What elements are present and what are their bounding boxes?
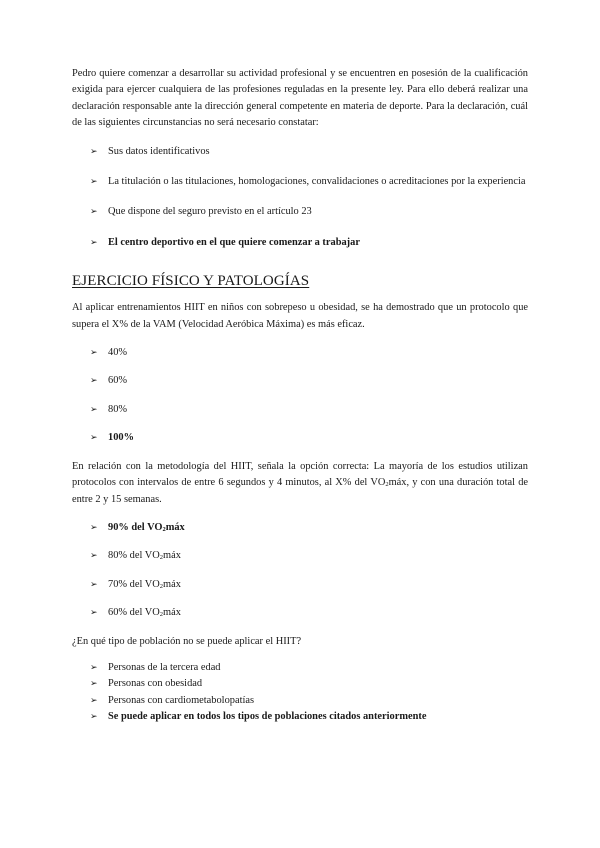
- q3-options: [72, 520, 528, 622]
- arrow-bullet-icon: ➢: [90, 608, 98, 619]
- arrow-bullet-icon: ➢: [90, 579, 98, 590]
- arrow-bullet-icon: ➢: [90, 712, 98, 723]
- correct-answer: ➢ 90% del $VO_2máx$: [72, 520, 528, 536]
- q3-stem: En relación con la metodología del HIIT, señala la opción correcta: La mayoría de los estudios utilizan protocolos con intervalos de entre 6 segundos y 4 minutos, al X% del $VO_2máx$, y con una duración total de entre 2 y 15 semanas.: [72, 460, 528, 505]
- list-item: ➢ Personas con cardiometabolopatías: [72, 693, 528, 709]
- arrow-bullet-icon: ➢: [90, 433, 98, 444]
- q4-options: [72, 660, 528, 726]
- list-item: ➢ 80%: [72, 402, 528, 418]
- list-item: ➢ 60% del $VO_2máx$: [72, 605, 528, 621]
- list-item: ➢ 70% del $VO_2máx$: [72, 577, 528, 593]
- section-title: EJERCICIO FÍSICO Y PATOLOGÍAS: [72, 273, 310, 290]
- list-item: ➢ 40%: [72, 345, 528, 361]
- arrow-bullet-icon: ➢: [90, 348, 98, 359]
- arrow-bullet-icon: ➢: [90, 146, 98, 157]
- arrow-bullet-icon: ➢: [90, 207, 98, 218]
- arrow-bullet-icon: ➢: [90, 551, 98, 562]
- correct-answer: ➢ El centro deportivo en el que quiere comenzar a trabajar: [72, 235, 528, 251]
- list-item: ➢ 60%: [72, 373, 528, 389]
- arrow-bullet-icon: ➢: [90, 404, 98, 415]
- document-page: [72, 66, 528, 726]
- q2-stem: Al aplicar entrenamientos HIIT en niños con sobrepeso u obesidad, se ha demostrado que un protocolo que supera el X% de la VAM (Velocidad Aeróbica Máxima) es más eficaz.: [72, 302, 528, 330]
- q2-options: [72, 345, 528, 447]
- arrow-bullet-icon: ➢: [90, 177, 98, 188]
- list-item: ➢ 80% del $VO_2máx$: [72, 548, 528, 564]
- arrow-bullet-icon: ➢: [90, 237, 98, 248]
- q1-options: [72, 144, 528, 252]
- arrow-bullet-icon: ➢: [90, 376, 98, 387]
- q4-stem: ¿En qué tipo de población no se puede aplicar el HIIT?: [72, 635, 302, 647]
- arrow-bullet-icon: ➢: [90, 695, 98, 706]
- q1-stem: Pedro quiere comenzar a desarrollar su actividad profesional y se encuentren en posesión de la cualificación exigida para ejercer cualquiera de las profesiones reguladas en la presente ley. Para ello deberá realizar una declaración responsable ante la dirección general competente en materia de deporte. Para la declaración, cuál de las siguientes circunstancias no será necesario constatar:: [72, 68, 528, 129]
- arrow-bullet-icon: ➢: [90, 522, 98, 533]
- list-item: ➢ Personas de la tercera edad: [72, 660, 528, 676]
- arrow-bullet-icon: ➢: [90, 679, 98, 690]
- arrow-bullet-icon: ➢: [90, 662, 98, 673]
- list-item: ➢ Sus datos identificativos: [72, 144, 528, 160]
- list-item: ➢ Que dispone del seguro previsto en el artículo 23: [72, 204, 528, 220]
- correct-answer: ➢ Se puede aplicar en todos los tipos de poblaciones citados anteriormente: [72, 709, 528, 725]
- list-item: ➢ La titulación o las titulaciones, homologaciones, convalidaciones o acreditaciones por la experiencia: [72, 174, 528, 190]
- list-item: ➢ Personas con obesidad: [72, 676, 528, 692]
- correct-answer: ➢ 100%: [72, 430, 528, 446]
